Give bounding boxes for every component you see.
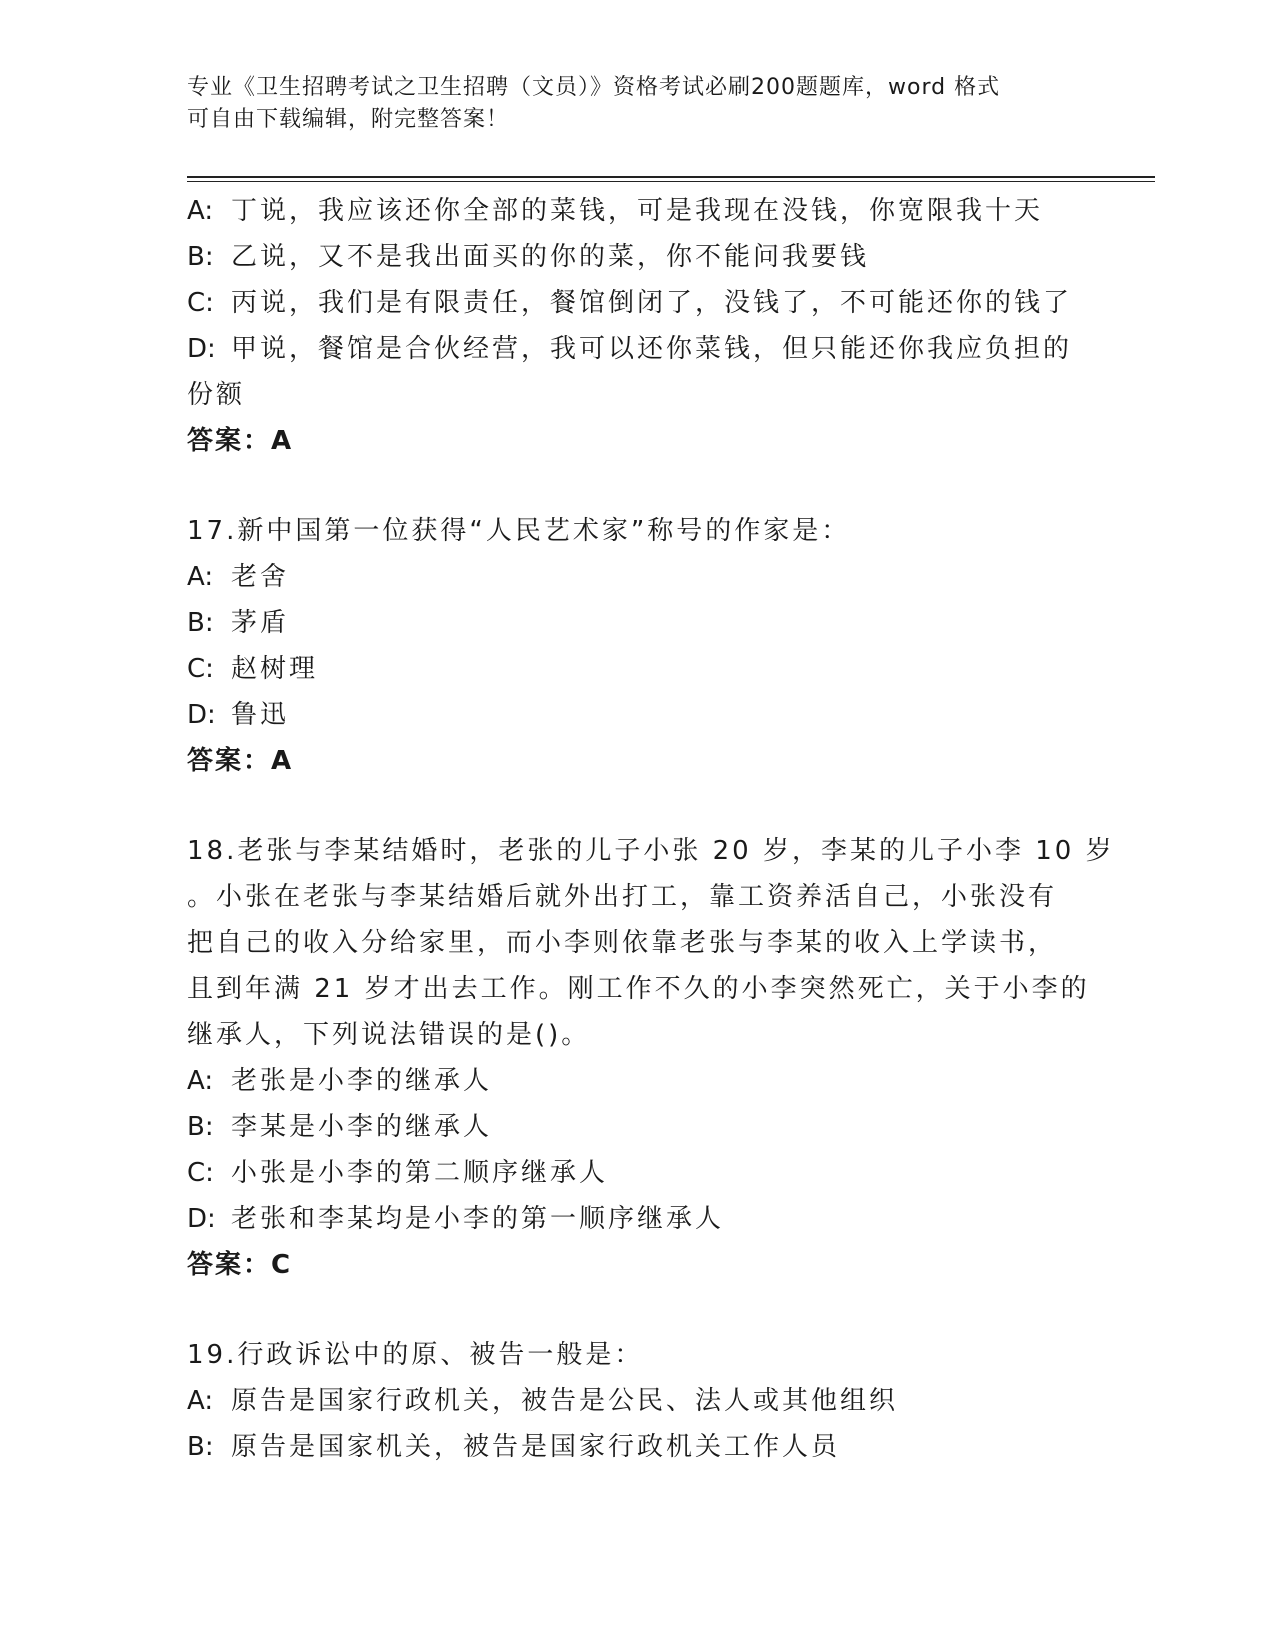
question-text-line: 继承人，下列说法错误的是()。	[187, 1020, 591, 1050]
question-text-line: 18.老张与李某结婚时，老张的儿子小张 20 岁，李某的儿子小李 10 岁	[187, 836, 1115, 866]
option-d	[187, 326, 1087, 372]
option-b	[187, 1104, 1087, 1150]
question-spacer	[187, 784, 1087, 828]
question-18-block	[187, 828, 1115, 1288]
option-letter: A:	[187, 196, 214, 226]
option-text: 李某是小李的继承人	[231, 1112, 493, 1142]
option-text: 原告是国家行政机关，被告是公民、法人或其他组织	[231, 1386, 899, 1416]
header-title-line-1: 专业《卫生招聘考试之卫生招聘（文员）》资格考试必刷200题题库，word 格式	[187, 75, 1001, 100]
header-divider-thick	[187, 176, 1155, 178]
option-letter: A:	[187, 1386, 214, 1416]
question-content	[187, 188, 1115, 1470]
question-17-block	[187, 508, 1087, 784]
option-c	[187, 646, 1087, 692]
option-c	[187, 1150, 1087, 1196]
option-text: 丁说，我应该还你全部的菜钱，可是我现在没钱，你宽限我十天	[231, 196, 1044, 226]
option-d-continuation: 份额	[187, 380, 246, 410]
option-text: 茅盾	[231, 608, 290, 638]
option-a	[187, 1058, 1087, 1104]
question-16-block	[187, 188, 1087, 464]
option-b	[187, 600, 1087, 646]
option-text: 鲁迅	[231, 700, 290, 730]
option-letter: C:	[187, 288, 214, 318]
option-letter: C:	[187, 654, 214, 684]
option-a	[187, 188, 1087, 234]
option-letter: D:	[187, 700, 216, 730]
option-text: 甲说，餐馆是合伙经营，我可以还你菜钱，但只能还你我应负担的	[231, 334, 1073, 364]
option-d	[187, 1196, 1087, 1242]
option-letter: D:	[187, 334, 216, 364]
option-c	[187, 280, 1087, 326]
question-19-block	[187, 1332, 1087, 1470]
question-spacer	[187, 464, 1087, 508]
option-d	[187, 692, 1087, 738]
question-text: 19.行政诉讼中的原、被告一般是：	[187, 1340, 644, 1370]
option-text: 赵树理	[231, 654, 319, 684]
option-letter: C:	[187, 1158, 214, 1188]
option-letter: D:	[187, 1204, 216, 1234]
answer-line: 答案：A	[187, 746, 294, 776]
question-spacer	[187, 1288, 1087, 1332]
option-letter: A:	[187, 562, 214, 592]
option-b	[187, 1424, 1087, 1470]
option-text: 原告是国家机关，被告是国家行政机关工作人员	[231, 1432, 841, 1462]
option-a	[187, 554, 1087, 600]
option-text: 乙说，又不是我出面买的你的菜，你不能问我要钱	[231, 242, 870, 272]
option-letter: B:	[187, 242, 214, 272]
option-b	[187, 234, 1087, 280]
option-text: 老张和李某均是小李的第一顺序继承人	[231, 1204, 725, 1234]
option-letter: A:	[187, 1066, 214, 1096]
option-text: 老舍	[231, 562, 290, 592]
option-text: 丙说，我们是有限责任，餐馆倒闭了，没钱了，不可能还你的钱了	[231, 288, 1073, 318]
document-header	[187, 72, 1067, 136]
answer-line: 答案：C	[187, 1250, 293, 1280]
option-text: 小张是小李的第二顺序继承人	[231, 1158, 609, 1188]
option-letter: B:	[187, 1112, 214, 1142]
option-a	[187, 1378, 1087, 1424]
option-text: 老张是小李的继承人	[231, 1066, 493, 1096]
question-text-line: 把自己的收入分给家里，而小李则依靠老张与李某的收入上学读书，	[187, 928, 1058, 958]
option-letter: B:	[187, 608, 214, 638]
question-text-line: 。小张在老张与李某结婚后就外出打工，靠工资养活自己，小张没有	[187, 882, 1058, 912]
answer-line: 答案：A	[187, 426, 294, 456]
header-title-line-2: 可自由下载编辑，附完整答案！	[187, 107, 510, 132]
question-text-line: 且到年满 21 岁才出去工作。刚工作不久的小李突然死亡，关于小李的	[187, 974, 1090, 1004]
question-text: 17.新中国第一位获得“人民艺术家”称号的作家是：	[187, 516, 851, 546]
header-divider-thin	[187, 181, 1155, 182]
option-letter: B:	[187, 1432, 214, 1462]
